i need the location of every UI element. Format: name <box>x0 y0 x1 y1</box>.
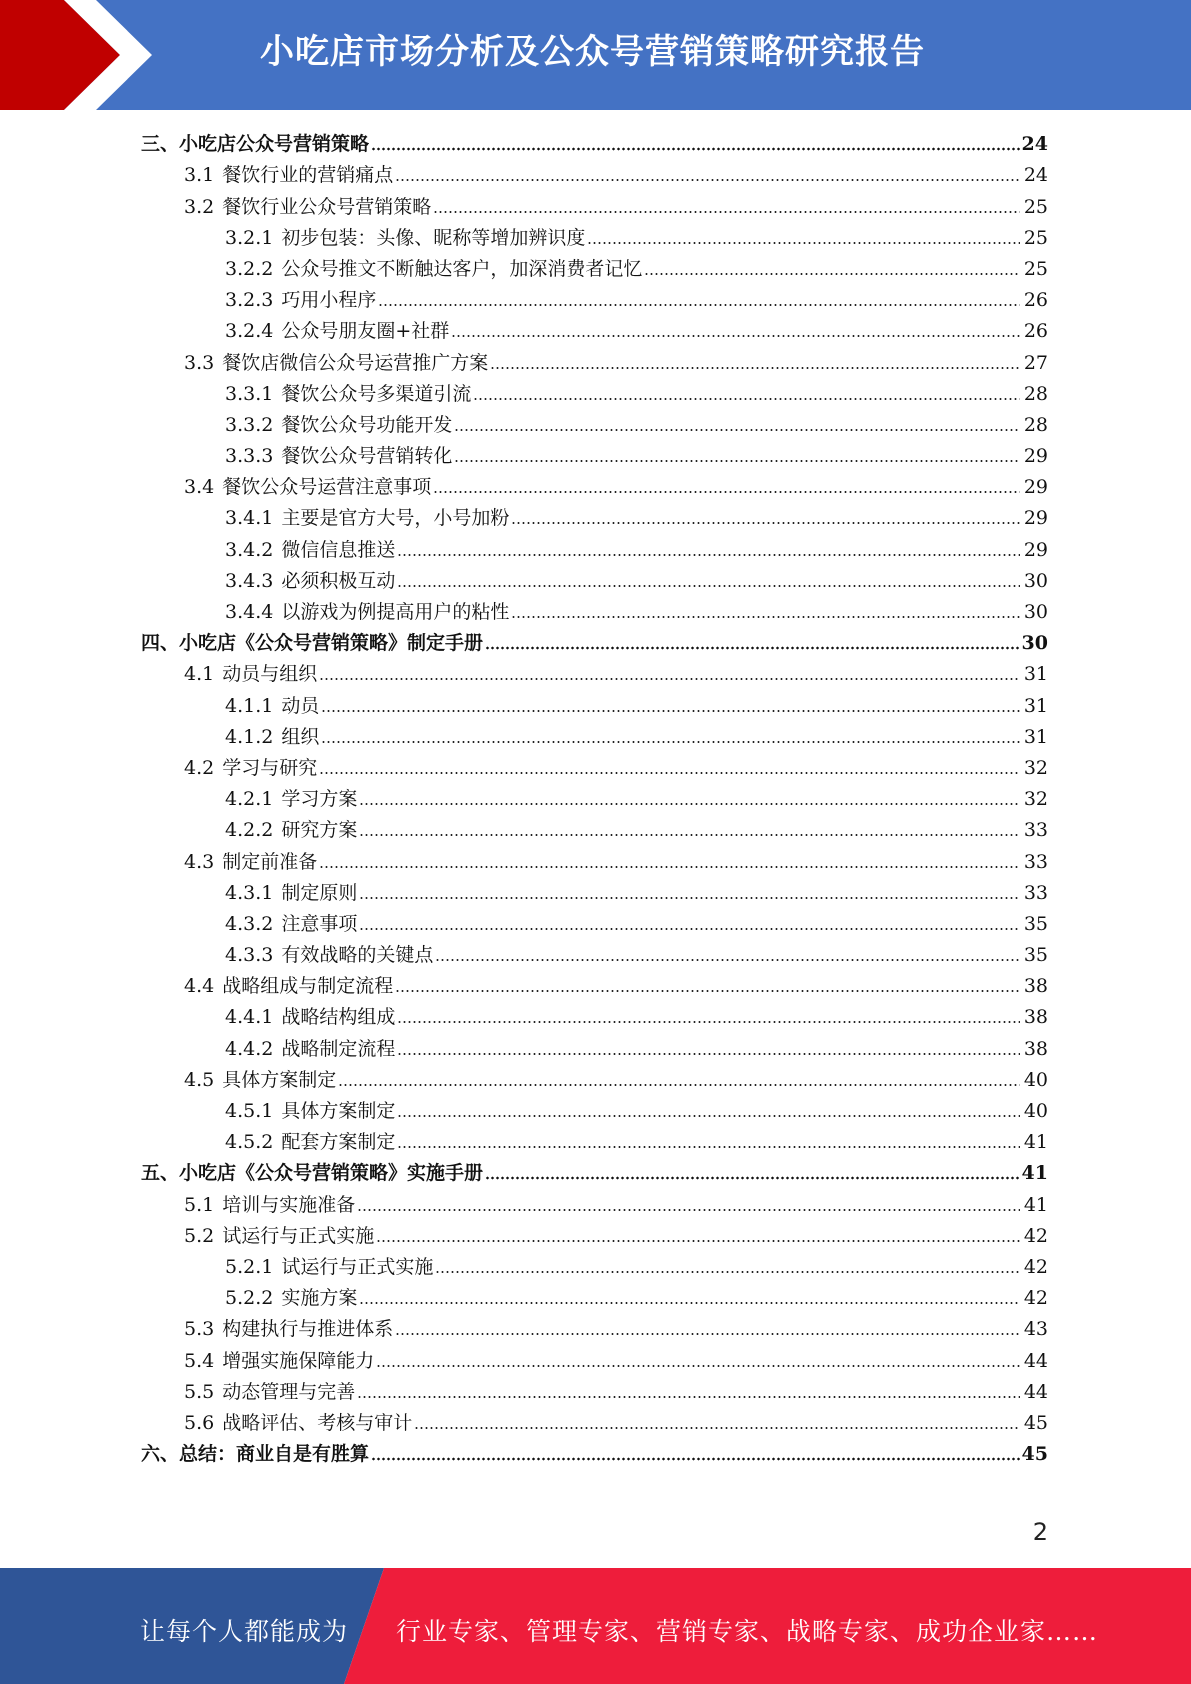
toc-entry[interactable] <box>141 1188 1048 1219</box>
toc-entry-number: 5.1 <box>184 1193 215 1216</box>
toc-entry[interactable] <box>141 783 1048 814</box>
toc-entry-page: 32 <box>1023 788 1048 811</box>
toc-entry-number: 4.5.2 <box>225 1131 274 1154</box>
toc-dot-leader <box>376 1239 1020 1243</box>
toc-entry-number: 3.2.1 <box>225 226 274 249</box>
toc-entry-page: 24 <box>1021 133 1048 156</box>
toc-dot-leader <box>321 709 1020 713</box>
toc-dot-leader <box>359 927 1020 931</box>
toc-entry-number: 4.3.1 <box>225 881 274 904</box>
toc-entry-page: 38 <box>1023 1037 1048 1060</box>
toc-entry-number: 4.5 <box>184 1068 215 1091</box>
toc-entry-label: 三、小吃店公众号营销策略 <box>141 133 370 156</box>
toc-dot-leader <box>397 584 1020 588</box>
toc-dot-leader <box>357 1395 1020 1399</box>
toc-entry-label: 增强实施保障能力 <box>222 1349 375 1372</box>
toc-entry-page: 29 <box>1023 445 1048 468</box>
toc-entry[interactable] <box>141 253 1048 284</box>
toc-dot-leader <box>321 740 1020 744</box>
toc-entry-label: 学习方案 <box>281 788 358 811</box>
toc-dot-leader <box>433 490 1020 494</box>
toc-entry[interactable] <box>141 1251 1048 1282</box>
toc-dot-leader <box>485 646 1020 650</box>
toc-entry-page: 28 <box>1023 413 1048 436</box>
footer-slogan-right: 行业专家、管理专家、营销专家、战略专家、成功企业家…… <box>396 1617 1099 1646</box>
toc-entry-number: 5.4 <box>184 1349 215 1372</box>
toc-entry-label: 餐饮店微信公众号运营推广方案 <box>222 351 489 374</box>
toc-entry-page: 31 <box>1023 725 1048 748</box>
toc-entry-label: 公众号朋友圈+社群 <box>281 320 450 343</box>
toc-entry[interactable] <box>141 1282 1048 1313</box>
toc-dot-leader <box>454 428 1020 432</box>
toc-entry[interactable] <box>141 1344 1048 1375</box>
toc-entry-page: 27 <box>1023 351 1048 374</box>
toc-entry-page: 41 <box>1021 1162 1048 1185</box>
toc-entry-label: 主要是官方大号，小号加粉 <box>281 507 510 530</box>
toc-entry[interactable] <box>141 190 1048 221</box>
toc-entry-page: 30 <box>1023 569 1048 592</box>
toc-entry-number: 4.4.1 <box>225 1006 274 1029</box>
toc-dot-leader <box>395 1332 1020 1336</box>
toc-entry-label: 餐饮公众号功能开发 <box>281 413 453 436</box>
toc-entry[interactable] <box>141 471 1048 502</box>
toc-entry[interactable] <box>141 1126 1048 1157</box>
toc-dot-leader <box>414 1426 1020 1430</box>
toc-dot-leader <box>397 553 1020 557</box>
toc-entry-number: 3.4.3 <box>225 569 274 592</box>
toc-entry-number: 5.6 <box>184 1411 215 1434</box>
toc-entry-label: 以游戏为例提高用户的粘性 <box>281 601 510 623</box>
toc-entry[interactable] <box>141 845 1048 876</box>
toc-entry-number: 3.2.2 <box>225 257 274 280</box>
toc-dot-leader <box>454 459 1020 463</box>
toc-entry-page: 42 <box>1023 1255 1048 1278</box>
toc-entry[interactable] <box>141 689 1048 720</box>
toc-entry[interactable] <box>141 346 1048 377</box>
toc-entry-number: 3.4 <box>184 476 215 499</box>
toc-entry-number: 4.2.2 <box>225 819 274 842</box>
toc-entry-label: 培训与实施准备 <box>222 1193 356 1216</box>
toc-entry[interactable] <box>141 752 1048 783</box>
toc-entry[interactable] <box>141 877 1048 908</box>
footer-slogan-left: 让每个人都能成为 <box>140 1617 349 1646</box>
toc-entry[interactable] <box>141 315 1048 346</box>
toc-entry-page: 26 <box>1023 289 1048 312</box>
toc-entry-number: 5.5 <box>184 1380 215 1403</box>
toc-entry-label: 研究方案 <box>281 819 358 842</box>
toc-entry-label: 动员 <box>281 694 320 717</box>
toc-entry-page: 43 <box>1023 1318 1048 1341</box>
toc-entry[interactable] <box>141 658 1048 689</box>
toc-entry[interactable] <box>141 1095 1048 1126</box>
toc-entry-number: 4.3 <box>184 850 215 873</box>
toc-entry-label: 注意事项 <box>281 912 358 935</box>
toc-entry-label: 组织 <box>281 725 320 748</box>
toc-entry-number: 3.3.2 <box>225 413 274 436</box>
toc-entry-page: 38 <box>1023 975 1048 998</box>
toc-entry[interactable] <box>141 970 1048 1001</box>
toc-entry-label: 试运行与正式实施 <box>222 1224 375 1247</box>
toc-entry[interactable] <box>141 627 1048 658</box>
toc-entry[interactable] <box>141 1407 1048 1438</box>
toc-entry-label: 有效战略的关键点 <box>281 944 434 967</box>
toc-entry-page: 30 <box>1021 632 1048 655</box>
toc-entry-page: 45 <box>1023 1411 1048 1434</box>
toc-entry-number: 3.1 <box>184 164 215 187</box>
toc-entry-number: 4.1 <box>184 663 215 686</box>
toc-entry-number: 4.5.1 <box>225 1100 274 1122</box>
toc-entry-number: 3.2 <box>184 195 215 218</box>
toc-dot-leader <box>357 1208 1020 1212</box>
page-header <box>0 0 1191 110</box>
toc-entry-label: 构建执行与推进体系 <box>222 1318 394 1341</box>
toc-entry-page: 33 <box>1023 850 1048 873</box>
toc-entry-number: 5.2.2 <box>225 1287 274 1310</box>
toc-entry-page: 41 <box>1023 1131 1048 1154</box>
toc-entry[interactable] <box>141 440 1048 471</box>
toc-dot-leader <box>473 397 1020 401</box>
page-number: 2 <box>1032 1518 1048 1546</box>
toc-entry-label: 试运行与正式实施 <box>281 1255 434 1278</box>
toc-dot-leader <box>644 272 1020 276</box>
toc-entry-number: 4.4.2 <box>225 1037 274 1060</box>
toc-entry-page: 29 <box>1023 476 1048 499</box>
toc-entry-page: 30 <box>1023 601 1048 623</box>
toc-entry-page: 25 <box>1023 195 1048 218</box>
toc-entry-number: 5.2.1 <box>225 1255 274 1278</box>
toc-entry-page: 42 <box>1023 1224 1048 1247</box>
toc-entry-page: 38 <box>1023 1006 1048 1029</box>
toc-entry-label: 实施方案 <box>281 1287 358 1310</box>
toc-dot-leader <box>587 241 1020 245</box>
toc-entry-page: 28 <box>1023 382 1048 405</box>
toc-entry-label: 学习与研究 <box>222 756 318 779</box>
toc-entry-page: 42 <box>1023 1287 1048 1310</box>
toc-entry-page: 26 <box>1023 320 1048 343</box>
toc-entry[interactable] <box>141 128 1048 159</box>
toc-entry[interactable] <box>141 284 1048 315</box>
toc-entry-label: 战略组成与制定流程 <box>222 975 394 998</box>
toc-entry-number: 4.1.2 <box>225 725 274 748</box>
toc-entry-label: 公众号推文不断触达客户，加深消费者记忆 <box>281 257 643 280</box>
toc-entry-page: 25 <box>1023 226 1048 249</box>
page-footer <box>0 1568 1191 1684</box>
toc-dot-leader <box>435 958 1020 962</box>
toc-entry[interactable] <box>141 1001 1048 1032</box>
toc-entry[interactable] <box>141 1032 1048 1063</box>
toc-entry-page: 32 <box>1023 756 1048 779</box>
toc-dot-leader <box>397 1145 1020 1149</box>
toc-entry-number: 4.2 <box>184 756 215 779</box>
toc-dot-leader <box>397 1020 1020 1024</box>
toc-entry-page: 33 <box>1023 819 1048 842</box>
toc-entry-label: 必须积极互动 <box>281 569 396 592</box>
toc-entry-label: 动态管理与完善 <box>222 1380 356 1403</box>
toc-dot-leader <box>319 771 1020 775</box>
toc-entry-number: 4.3.2 <box>225 912 274 935</box>
toc-entry[interactable] <box>141 1157 1048 1188</box>
toc-dot-leader <box>485 1176 1020 1180</box>
toc-dot-leader <box>397 1114 1020 1118</box>
toc-entry-number: 3.3.1 <box>225 382 274 405</box>
toc-entry[interactable] <box>141 565 1048 596</box>
toc-dot-leader <box>395 178 1020 182</box>
toc-entry-page: 25 <box>1023 257 1048 280</box>
toc-dot-leader <box>359 833 1020 837</box>
toc-entry-page: 45 <box>1021 1443 1048 1466</box>
toc-entry[interactable] <box>141 596 1048 627</box>
toc-dot-leader <box>319 677 1020 681</box>
toc-entry-page: 31 <box>1023 663 1048 686</box>
toc-entry-label: 餐饮行业的营销痛点 <box>222 164 394 187</box>
toc-entry-label: 具体方案制定 <box>281 1100 396 1122</box>
document-title: 小吃店市场分析及公众号营销策略研究报告 <box>260 32 925 72</box>
header-chevron-decoration <box>0 0 160 110</box>
toc-entry[interactable] <box>141 814 1048 845</box>
toc-entry-number: 4.1.1 <box>225 694 274 717</box>
toc-entry-label: 四、小吃店《公众号营销策略》制定手册 <box>141 632 484 655</box>
toc-entry-number: 3.3.3 <box>225 445 274 468</box>
toc-entry-number: 3.2.4 <box>225 320 274 343</box>
toc-entry-page: 44 <box>1023 1380 1048 1403</box>
toc-entry-page: 35 <box>1023 912 1048 935</box>
toc-entry[interactable] <box>141 159 1048 190</box>
toc-entry[interactable] <box>141 1220 1048 1251</box>
toc-entry-label: 餐饮行业公众号营销策略 <box>222 195 432 218</box>
toc-entry-number: 4.2.1 <box>225 788 274 811</box>
toc-entry-label: 配套方案制定 <box>281 1131 396 1154</box>
toc-entry[interactable] <box>141 502 1048 533</box>
toc-entry-label: 制定前准备 <box>222 850 318 873</box>
toc-entry-label: 六、总结：商业自是有胜算 <box>141 1443 370 1466</box>
toc-entry-label: 餐饮公众号运营注意事项 <box>222 476 432 499</box>
toc-entry-label: 战略评估、考核与审计 <box>222 1411 413 1434</box>
toc-dot-leader <box>435 1270 1020 1274</box>
toc-entry-page: 31 <box>1023 694 1048 717</box>
toc-entry[interactable] <box>141 1064 1048 1095</box>
toc-dot-leader <box>378 303 1020 307</box>
toc-entry-label: 具体方案制定 <box>222 1068 337 1091</box>
toc-dot-leader <box>338 1083 1020 1087</box>
toc-entry[interactable] <box>141 1438 1048 1469</box>
toc-entry[interactable] <box>141 721 1048 752</box>
toc-dot-leader <box>371 1457 1020 1461</box>
toc-entry-number: 4.3.3 <box>225 944 274 967</box>
toc-dot-leader <box>451 334 1020 338</box>
toc-entry-page: 41 <box>1023 1193 1048 1216</box>
toc-dot-leader <box>395 989 1020 993</box>
toc-entry[interactable] <box>141 1313 1048 1344</box>
toc-entry-page: 29 <box>1023 507 1048 530</box>
toc-entry-label: 战略结构组成 <box>281 1006 396 1029</box>
toc-entry-page: 35 <box>1023 944 1048 967</box>
toc-dot-leader <box>371 147 1020 151</box>
toc-entry-number: 3.4.4 <box>225 601 274 623</box>
toc-entry[interactable] <box>141 533 1048 564</box>
toc-entry-label: 五、小吃店《公众号营销策略》实施手册 <box>141 1162 484 1185</box>
toc-entry-label: 微信信息推送 <box>281 538 396 561</box>
toc-entry[interactable] <box>141 1376 1048 1407</box>
toc-entry[interactable] <box>141 409 1048 440</box>
toc-entry-label: 动员与组织 <box>222 663 318 686</box>
toc-dot-leader <box>319 865 1020 869</box>
toc-entry-page: 40 <box>1023 1068 1048 1091</box>
toc-entry-label: 初步包装：头像、昵称等增加辨识度 <box>281 226 586 249</box>
toc-entry-label: 餐饮公众号营销转化 <box>281 445 453 468</box>
toc-dot-leader <box>490 366 1020 370</box>
toc-entry[interactable] <box>141 222 1048 253</box>
table-of-contents <box>141 128 1048 1469</box>
toc-entry-number: 3.3 <box>184 351 215 374</box>
toc-entry-number: 5.3 <box>184 1318 215 1341</box>
toc-entry-number: 3.2.3 <box>225 289 274 312</box>
toc-entry[interactable] <box>141 939 1048 970</box>
toc-entry[interactable] <box>141 378 1048 409</box>
toc-entry-page: 29 <box>1023 538 1048 561</box>
toc-dot-leader <box>433 210 1020 214</box>
toc-dot-leader <box>359 896 1020 900</box>
toc-entry-page: 33 <box>1023 881 1048 904</box>
toc-entry-number: 3.4.1 <box>225 507 274 530</box>
toc-entry-number: 4.4 <box>184 975 215 998</box>
toc-entry-label: 巧用小程序 <box>281 289 377 312</box>
toc-dot-leader <box>511 615 1020 619</box>
toc-dot-leader <box>511 521 1020 525</box>
toc-entry-label: 制定原则 <box>281 881 358 904</box>
toc-entry-label: 餐饮公众号多渠道引流 <box>281 382 472 405</box>
toc-dot-leader <box>359 1301 1020 1305</box>
toc-entry-page: 40 <box>1023 1100 1048 1122</box>
toc-entry-number: 5.2 <box>184 1224 215 1247</box>
toc-dot-leader <box>376 1364 1020 1368</box>
toc-dot-leader <box>359 802 1020 806</box>
toc-entry-page: 24 <box>1023 164 1048 187</box>
toc-entry-page: 44 <box>1023 1349 1048 1372</box>
toc-entry[interactable] <box>141 908 1048 939</box>
toc-entry-number: 3.4.2 <box>225 538 274 561</box>
toc-entry-label: 战略制定流程 <box>281 1037 396 1060</box>
toc-dot-leader <box>397 1052 1020 1056</box>
